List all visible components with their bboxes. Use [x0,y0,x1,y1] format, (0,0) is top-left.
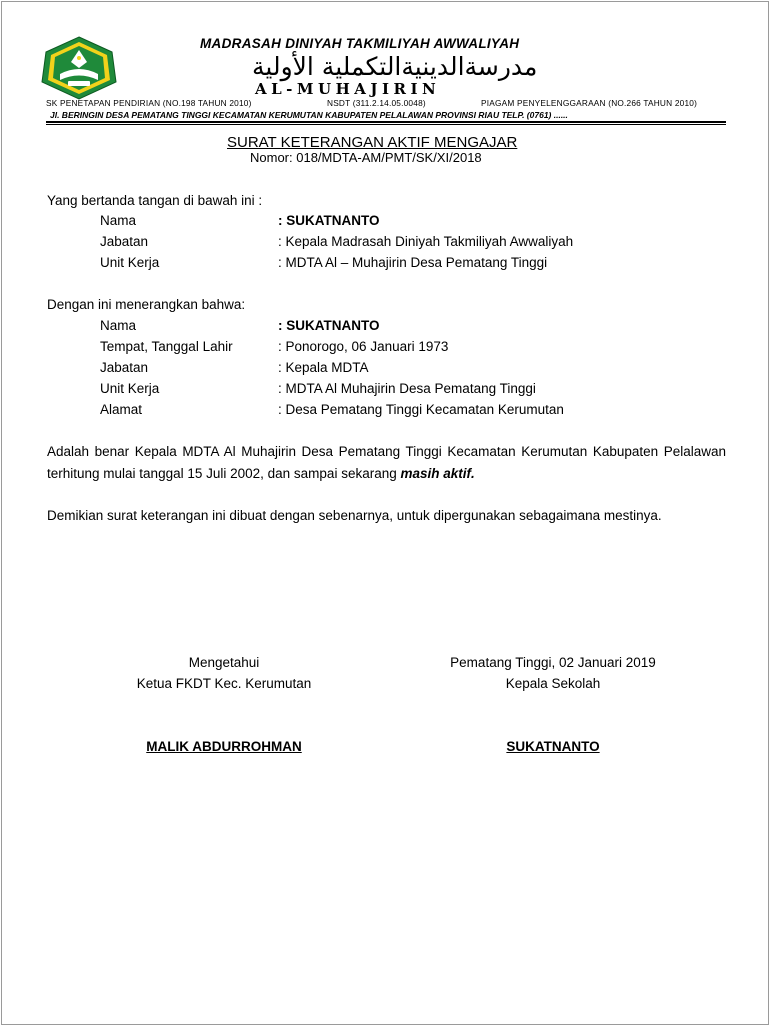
signer-position-label: Jabatan [100,234,149,249]
subject-name-label: Nama [100,318,137,333]
school-name: MADRASAH DINIYAH TAKMILIYAH AWWALIYAH [200,36,520,51]
kemenag-logo-icon [38,36,120,100]
sk-number: SK PENETAPAN PENDIRIAN (NO.198 TAHUN 2010) [46,98,252,108]
subject-unit-value: : MDTA Al Muhajirin Desa Pematang Tinggi [278,381,536,396]
nsdt-number: NSDT (311.2.14.05.0048) [327,98,426,108]
left-sign-line2: Ketua FKDT Kec. Kerumutan [136,676,312,691]
intro-signer: Yang bertanda tangan di bawah ini : [47,193,263,208]
school-address: Jl. BERINGIN DESA PEMATANG TINGGI KECAMATAN KERUMUTAN KABUPATEN PELALAWAN PROVINSI RIAU TELP. (0761) ...... [50,110,568,120]
subject-address-value: : Desa Pematang Tinggi Kecamatan Kerumutan [278,402,564,417]
left-signer-name: MALIK ABDURROHMAN [146,739,302,754]
right-sign-line1: Pematang Tinggi, 02 Januari 2019 [450,655,656,670]
letter-number: Nomor: 018/MDTA-AM/PMT/SK/XI/2018 [250,150,482,165]
body-paragraph [47,441,726,485]
right-sign-line2: Kepala Sekolah [505,676,601,691]
signer-name-value: : SUKATNANTO [278,213,380,228]
intro-subject: Dengan ini menerangkan bahwa: [47,297,246,312]
signer-position-value: : Kepala Madrasah Diniyah Takmiliyah Awwaliyah [278,234,574,249]
latin-school-name: AL-MUHAJIRIN [255,80,441,98]
subject-address-label: Alamat [100,402,143,417]
header-divider-thin [46,124,726,125]
signer-name-label: Nama [100,213,137,228]
piagam-number: PIAGAM PENYELENGGARAAN (NO.266 TAHUN 2010) [481,98,698,108]
letter-title: SURAT KETERANGAN AKTIF MENGAJAR [227,134,518,151]
subject-position-value: : Kepala MDTA [278,360,369,375]
subject-unit-label: Unit Kerja [100,381,160,396]
signer-unit-label: Unit Kerja [100,255,160,270]
header-divider [46,121,726,123]
subject-position-label: Jabatan [100,360,149,375]
subject-birth-label: Tempat, Tanggal Lahir [100,339,233,354]
subject-name-value: : SUKATNANTO [278,318,380,333]
body-text: Adalah benar Kepala MDTA Al Muhajirin Desa Pematang Tinggi Kecamatan Kerumutan Kabupaten Pelalawan terhitung mulai tanggal 15 Juli 2002, dan sampai sekarang [47,444,726,481]
subject-birth-value: : Ponorogo, 06 Januari 1973 [278,339,449,354]
left-sign-line1: Mengetahui [188,655,260,670]
arabic-school-name: مدرسةالدينيةالتكملية الأولية [252,52,538,81]
signer-unit-value: : MDTA Al – Muhajirin Desa Pematang Tinggi [278,255,548,270]
body-emphasis: masih aktif. [400,466,475,481]
closing-paragraph: Demikian surat keterangan ini dibuat dengan sebenarnya, untuk dipergunakan sebagaimana mestinya. [47,508,662,523]
right-signer-name: SUKATNANTO [506,739,600,754]
